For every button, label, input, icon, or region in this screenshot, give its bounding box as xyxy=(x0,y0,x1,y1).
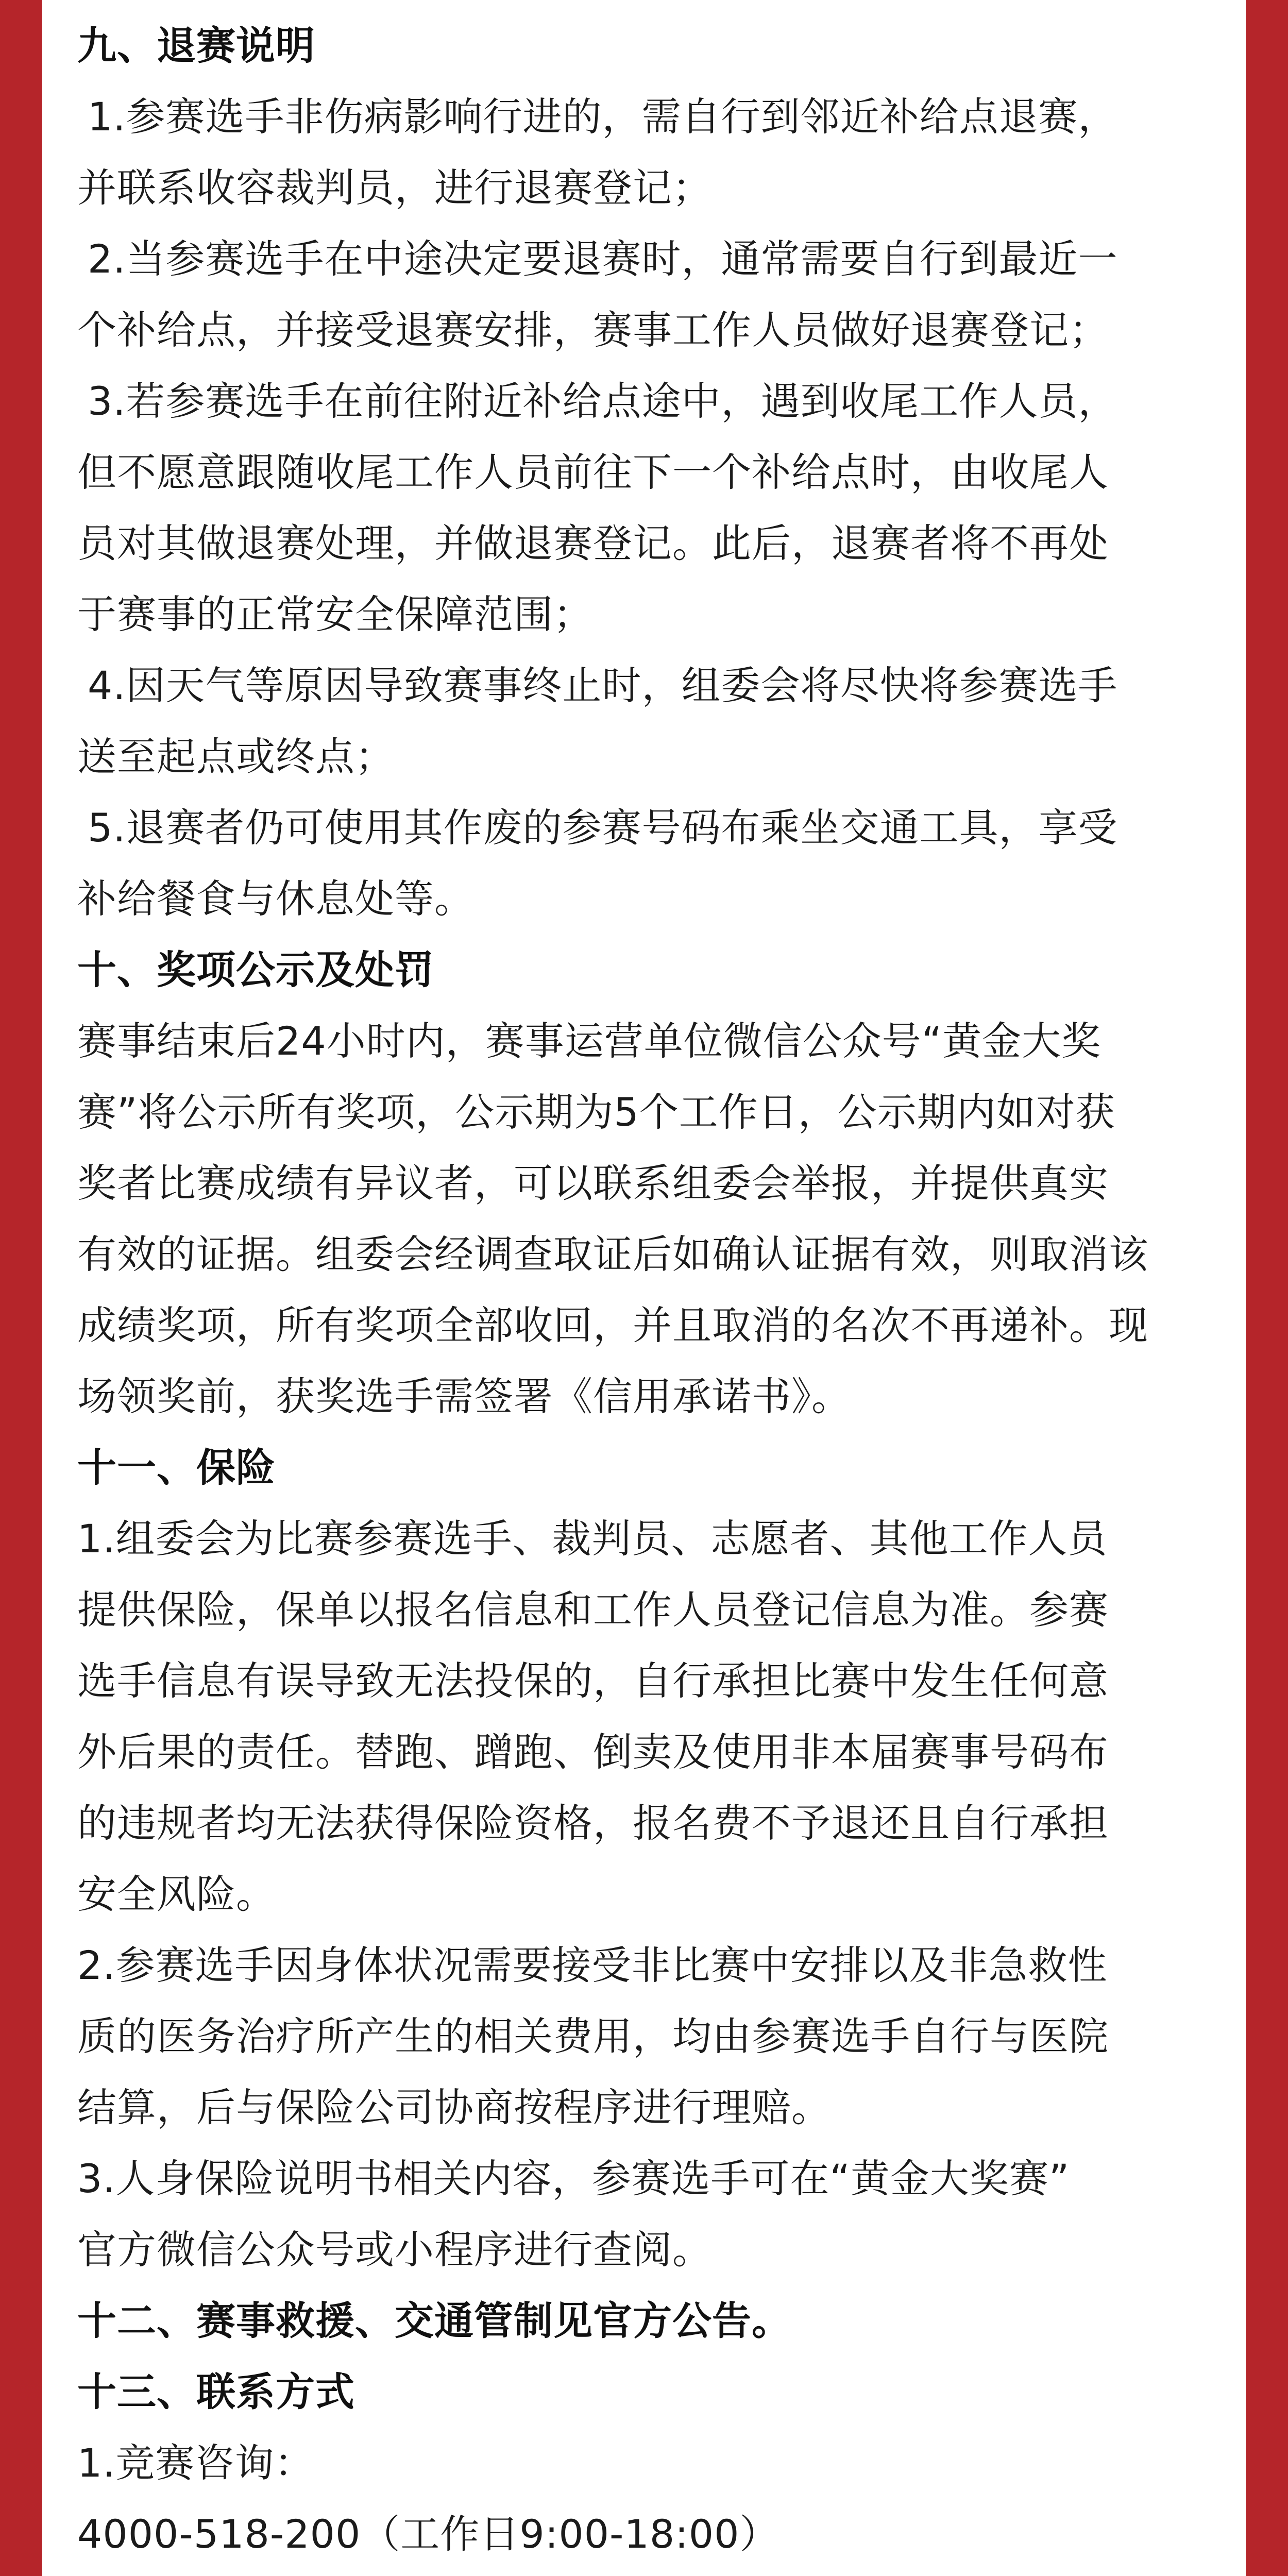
paragraph-line: 质的医务治疗所产生的相关费用，均由参赛选手自行与医院 xyxy=(77,2013,1109,2059)
paragraph-line: 3.若参赛选手在前往附近补给点途中，遇到收尾工作人员， xyxy=(88,378,1118,424)
paragraph-line: 奖者比赛成绩有异议者，可以联系组委会举报，并提供真实 xyxy=(77,1160,1109,1206)
paragraph-line: 的违规者均无法获得保险资格，报名费不予退还且自行承担 xyxy=(77,1800,1109,1846)
paragraph-line: 4000-518-200（工作日9:00-18:00） xyxy=(77,2511,779,2557)
paragraph-line: 1.参赛选手非伤病影响行进的，需自行到邻近补给点退赛， xyxy=(88,94,1118,140)
section-heading: 十、奖项公示及处罚 xyxy=(77,947,434,993)
paragraph-line xyxy=(77,2570,1211,2576)
paragraph-line: 官方微信公众号或小程序进行查阅。 xyxy=(77,2227,712,2273)
paragraph-line: 外后果的责任。替跑、蹭跑、倒卖及使用非本届赛事号码布 xyxy=(77,1729,1109,1775)
section-heading: 九、退赛说明 xyxy=(77,23,315,69)
paragraph-line: 赛事结束后24小时内，赛事运营单位微信公众号“黄金大奖 xyxy=(77,1018,1101,1064)
paragraph-line: 员对其做退赛处理，并做退赛登记。此后，退赛者将不再处 xyxy=(77,520,1109,566)
paragraph-line: 选手信息有误导致无法投保的，自行承担比赛中发生任何意 xyxy=(77,1658,1109,1704)
paragraph-line: 3.人身保险说明书相关内容，参赛选手可在“黄金大奖赛” xyxy=(77,2156,1070,2201)
paragraph-line: 赛”将公示所有奖项，公示期为5个工作日，公示期内如对获 xyxy=(77,1089,1115,1135)
paragraph-line: 4.因天气等原因导致赛事终止时，组委会将尽快将参赛选手 xyxy=(88,663,1118,708)
paragraph-line: 个补给点，并接受退赛安排，赛事工作人员做好退赛登记； xyxy=(77,307,1109,353)
paragraph-line: 于赛事的正常安全保障范围； xyxy=(77,591,593,637)
paragraph-line: 并联系收容裁判员，进行退赛登记； xyxy=(77,165,712,211)
section-heading: 十二、赛事救援、交通管制见官方公告。 xyxy=(77,2298,791,2344)
paragraph-line: 提供保险，保单以报名信息和工作人员登记信息为准。参赛 xyxy=(77,1587,1109,1633)
document-card xyxy=(42,0,1246,2576)
paragraph-line: 送至起点或终点； xyxy=(77,734,395,779)
paragraph-line: 结算，后与保险公司协商按程序进行理赔。 xyxy=(77,2084,831,2130)
paragraph-line: 有效的证据。组委会经调查取证后如确认证据有效，则取消该 xyxy=(77,1231,1148,1277)
paragraph-line: 成绩奖项，所有奖项全部收回，并且取消的名次不再递补。现 xyxy=(77,1302,1148,1348)
section-heading: 十一、保险 xyxy=(77,1445,276,1490)
paragraph-line: 2.参赛选手因身体状况需要接受非比赛中安排以及非急救性 xyxy=(77,1942,1108,1988)
paragraph-line: 补给餐食与休息处等。 xyxy=(77,876,474,922)
document-body xyxy=(77,0,1211,2576)
paragraph-line: 场领奖前，获奖选手需签署《信用承诺书》。 xyxy=(77,1374,851,1419)
paragraph-line: 但不愿意跟随收尾工作人员前往下一个补给点时，由收尾人 xyxy=(77,449,1109,495)
section-heading: 十三、联系方式 xyxy=(77,2369,355,2415)
paragraph-line: 1.组委会为比赛参赛选手、裁判员、志愿者、其他工作人员 xyxy=(77,1516,1108,1562)
paragraph-line: 5.退赛者仍可使用其作废的参赛号码布乘坐交通工具，享受 xyxy=(88,805,1118,851)
paragraph-line: 安全风险。 xyxy=(77,1871,276,1917)
paragraph-line: 1.竞赛咨询： xyxy=(77,2440,314,2486)
paragraph-line: 2.当参赛选手在中途决定要退赛时，通常需要自行到最近一 xyxy=(88,236,1118,282)
